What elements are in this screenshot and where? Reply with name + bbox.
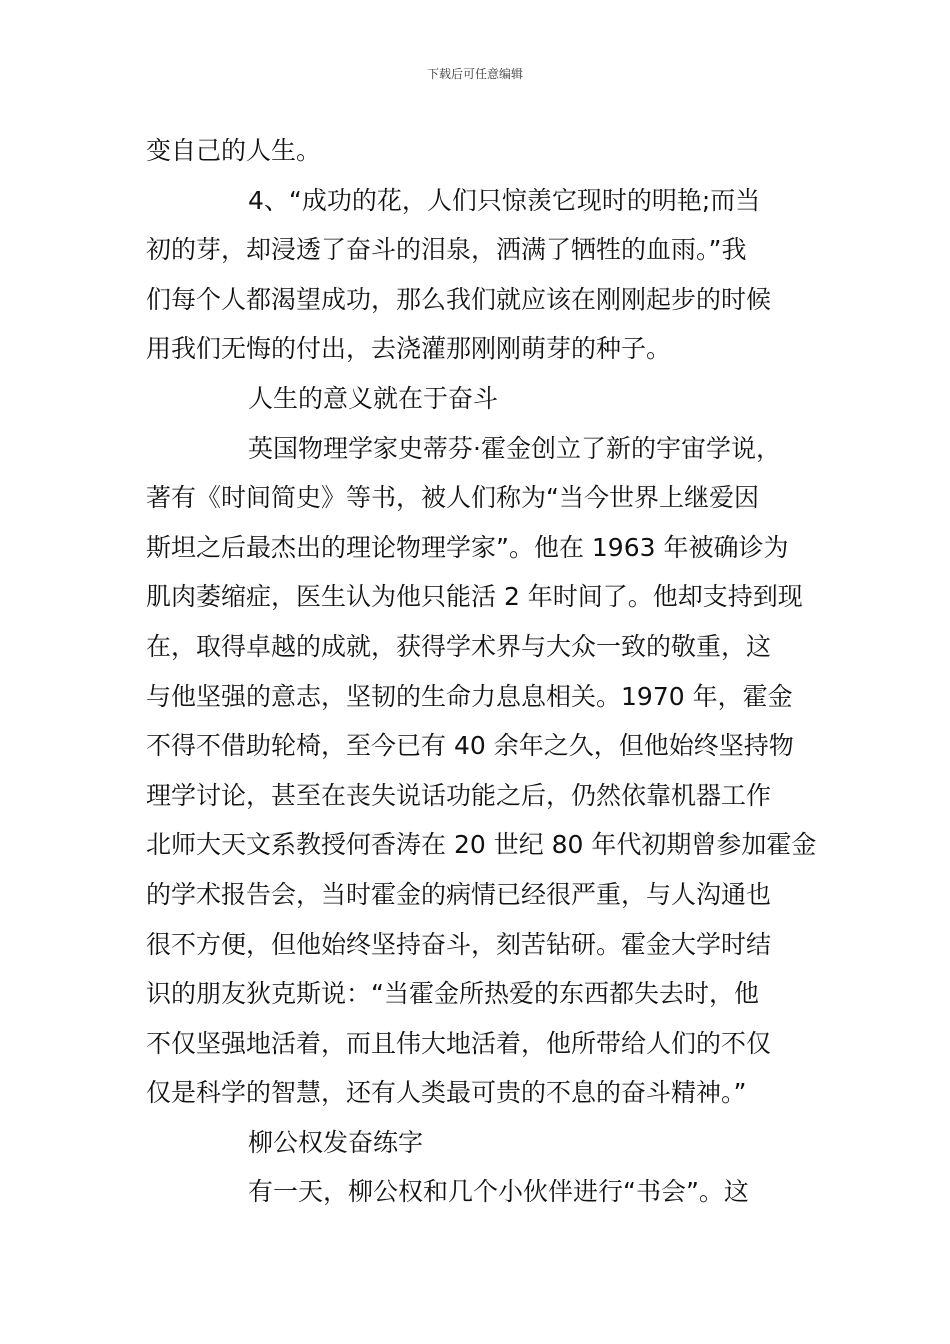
text-line: 不得不借助轮椅，至今已有 40 余年之久，但他始终坚持物 <box>146 731 794 761</box>
text-line: 的学术报告会，当时霍金的病情已经很严重，与人沟通也 <box>146 879 772 909</box>
text-line: 在，取得卓越的成就，获得学术界与大众一致的敬重，这 <box>146 631 772 661</box>
text-line: 们每个人都渴望成功，那么我们就应该在刚刚起步的时候 <box>146 284 772 314</box>
text-line: 人生的意义就在于奋斗 <box>248 383 499 413</box>
text-line: 用我们无悔的付出，去浇灌那刚刚萌芽的种子。 <box>146 334 672 364</box>
text-line: 初的芽，却浸透了奋斗的泪泉，洒满了牺牲的血雨。”我 <box>146 235 747 265</box>
text-line: 不仅坚强地活着，而且伟大地活着，他所带给人们的不仅 <box>146 1028 772 1058</box>
text-line: 变自己的人生。 <box>146 136 322 165</box>
page-header: 下载后可任意编辑 <box>426 67 523 81</box>
text-line: 有一天，柳公权和几个小伙伴进行“书会”。这 <box>248 1177 749 1207</box>
text-line: 理学讨论，甚至在丧失说话功能之后，仍然依靠机器工作 <box>146 780 772 810</box>
text-line: 很不方便，但他始终坚持奋斗，刻苦钻研。霍金大学时结 <box>146 929 772 959</box>
text-line: 斯坦之后最杰出的理论物理学家”。他在 1963 年被确诊为 <box>146 532 789 562</box>
text-line: 识的朋友狄克斯说：“当霍金所热爱的东西都失去时，他 <box>146 979 759 1009</box>
text-line: 肌肉萎缩症，医生认为他只能活 2 年时间了。他却支持到现 <box>146 582 803 612</box>
text-line: 英国物理学家史蒂芬·霍金创立了新的宇宙学说， <box>248 433 781 463</box>
text-line: 与他坚强的意志，坚韧的生命力息息相关。1970 年，霍金 <box>146 681 793 711</box>
text-line: 柳公权发奋练字 <box>248 1127 424 1157</box>
text-line: 仅是科学的智慧，还有人类最可贵的不息的奋斗精神。” <box>146 1078 747 1108</box>
text-line: 4、“成功的花，人们只惊羡它现时的明艳;而当 <box>248 185 761 215</box>
body-text <box>146 126 816 1217</box>
text-line: 北师大天文系教授何香涛在 20 世纪 80 年代初期曾参加霍金 <box>146 830 817 860</box>
text-line: 著有《时间简史》等书，被人们称为“当今世界上继爱因 <box>146 483 759 513</box>
